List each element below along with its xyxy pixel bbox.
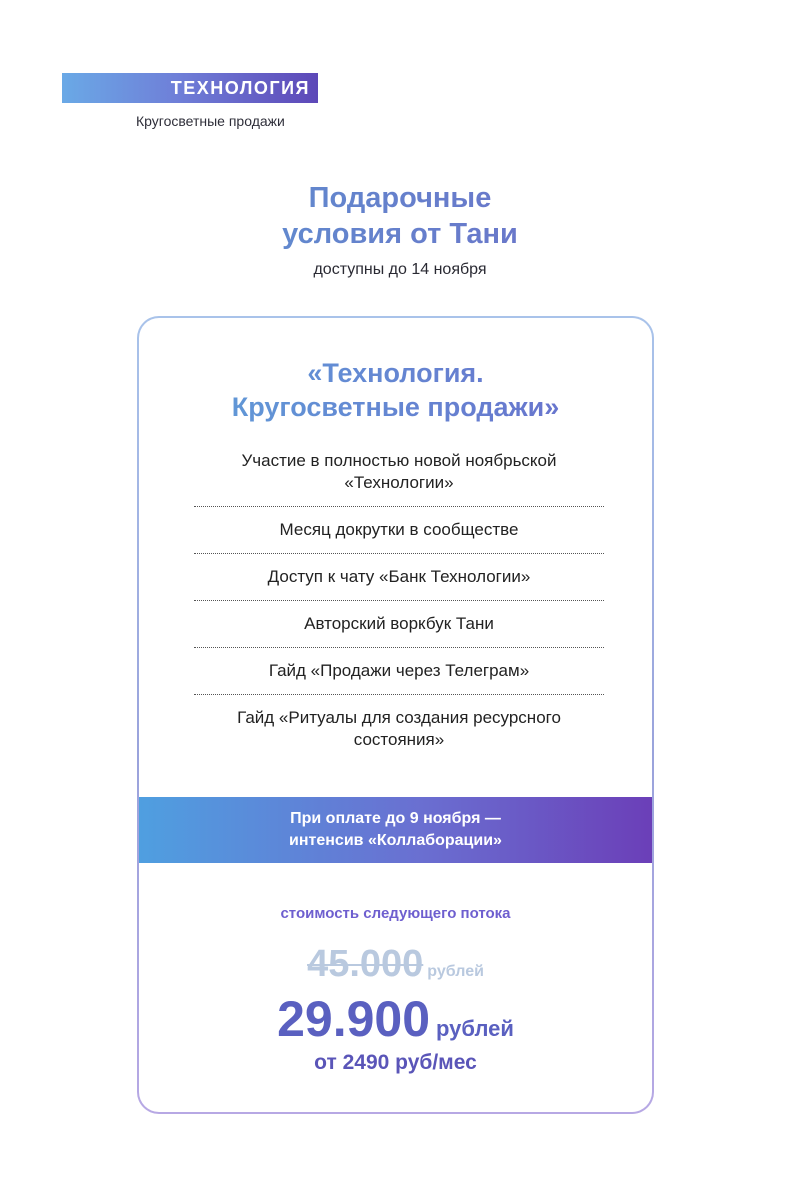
offer-card bbox=[137, 316, 654, 1114]
feature-item: Участие в полностью новой ноябрьской «Технологии» bbox=[194, 446, 604, 507]
new-price-currency: рублей bbox=[436, 1016, 514, 1041]
brand-bar bbox=[62, 73, 318, 103]
new-price-value: 29.900 bbox=[277, 991, 431, 1047]
feature-item: Гайд «Ритуалы для создания ресурсного состояния» bbox=[237, 708, 561, 749]
page-heading bbox=[200, 180, 600, 252]
heading-line-1: Подарочные bbox=[308, 182, 492, 214]
feature-item: Авторский воркбук Тани bbox=[194, 601, 604, 648]
feature-list bbox=[194, 446, 604, 763]
feature-item: Гайд «Продажи через Телеграм» bbox=[194, 648, 604, 695]
old-price bbox=[139, 943, 652, 986]
old-price-currency: рублей bbox=[427, 963, 484, 980]
brand-subtitle: Кругосветные продажи bbox=[136, 113, 285, 129]
bonus-line-1: При оплате до 9 ноября — bbox=[290, 810, 501, 827]
bonus-banner bbox=[139, 797, 652, 863]
old-price-value: 45.000 bbox=[307, 943, 424, 985]
heading-line-2: условия от Тани bbox=[282, 218, 518, 250]
deadline-text: доступны до 14 ноября bbox=[313, 261, 487, 278]
card-title-line-1: «Технология. bbox=[307, 358, 484, 388]
card-title-line-2: Кругосветные продажи» bbox=[231, 392, 560, 422]
price-note: стоимость следующего потока bbox=[280, 905, 511, 922]
bonus-line-2: интенсив «Коллаборации» bbox=[289, 832, 502, 849]
feature-item: Месяц докрутки в сообществе bbox=[194, 507, 604, 554]
brand-title: ТЕХНОЛОГИЯ bbox=[170, 78, 310, 98]
feature-item: Доступ к чату «Банк Технологии» bbox=[194, 554, 604, 601]
card-title bbox=[139, 356, 652, 424]
installment-price: от 2490 руб/мес bbox=[314, 1051, 477, 1074]
new-price bbox=[139, 990, 652, 1048]
